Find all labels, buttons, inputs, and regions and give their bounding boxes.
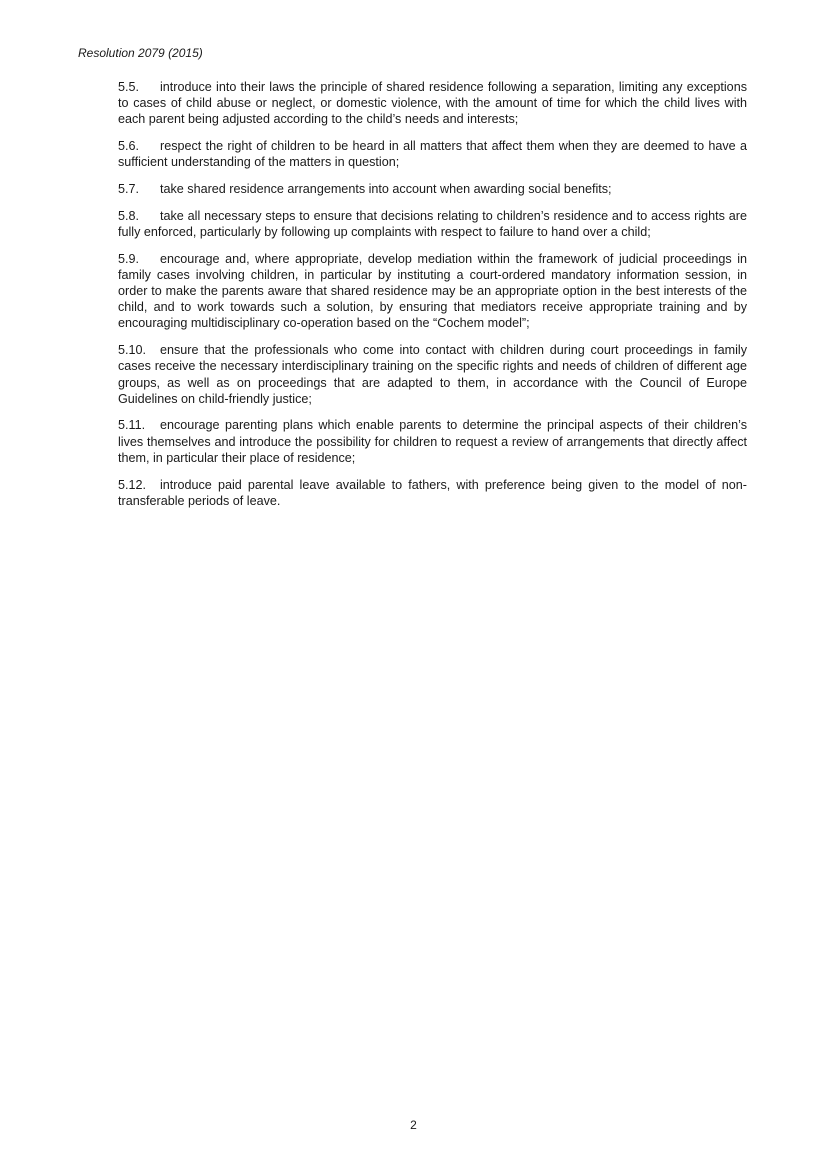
paragraph-text: ensure that the professionals who come into contact with children during court proceedings in family cases receive the necessary interdisciplinary training on the specific rights and needs of children of different age groups, as well as on proceedings that are adapted to them, in accordance with the Council of Europe Guidelines on child-friendly justice;	[118, 343, 747, 406]
paragraph-number: 5.11.	[118, 418, 146, 433]
paragraph-number: 5.7.	[118, 182, 140, 197]
paragraph-5-5	[118, 79, 747, 128]
paragraph-5-7	[118, 181, 747, 197]
paragraph-text: encourage parenting plans which enable parents to determine the principal aspects of their children’s lives themselves and introduce the possibility for children to request a review of arrangements that directly affect them, in particular their place of residence;	[118, 418, 747, 465]
paragraph-text: take all necessary steps to ensure that decisions relating to children’s residence and to access rights are fully enforced, particularly by following up complaints with respect to failure to hand over a child;	[118, 208, 747, 239]
paragraph-5-8	[118, 208, 747, 240]
document-body	[118, 79, 747, 519]
paragraph-text: respect the right of children to be heard in all matters that affect them when they are deemed to have a sufficient understanding of the matters in question;	[118, 139, 747, 170]
paragraph-number: 5.10.	[118, 343, 147, 358]
paragraph-5-6	[118, 138, 747, 170]
paragraph-text: introduce into their laws the principle of shared residence following a separation, limiting any exceptions to cases of child abuse or neglect, or domestic violence, with the amount of time for which the child lives with each parent being adjusted according to the child’s needs and interests;	[118, 80, 747, 127]
paragraph-number: 5.12.	[118, 477, 147, 492]
paragraph-5-11	[118, 417, 747, 466]
page-number: 2	[410, 1118, 417, 1132]
paragraph-5-12	[118, 477, 747, 509]
paragraph-number: 5.9.	[118, 251, 140, 266]
paragraph-5-10	[118, 342, 747, 407]
paragraph-number: 5.6.	[118, 139, 140, 154]
paragraph-number: 5.5.	[118, 80, 140, 94]
paragraph-text: take shared residence arrangements into account when awarding social benefits;	[160, 182, 612, 197]
paragraph-5-9	[118, 251, 747, 332]
paragraph-text: introduce paid parental leave available to fathers, with preference being given to the model of non-transferable periods of leave.	[118, 477, 747, 508]
paragraph-text: encourage and, where appropriate, develop mediation within the framework of judicial proceedings in family cases involving children, in particular by instituting a court-ordered mandatory information session, in order to make the parents aware that shared residence may be an appropriate option in the best interests of the child, and to work towards such a solution, by ensuring that mediators receive appropriate training and by encouraging multidisciplinary co-operation based on the “Cochem model”;	[118, 251, 747, 331]
running-header: Resolution 2079 (2015)	[78, 46, 203, 60]
paragraph-number: 5.8.	[118, 208, 140, 223]
